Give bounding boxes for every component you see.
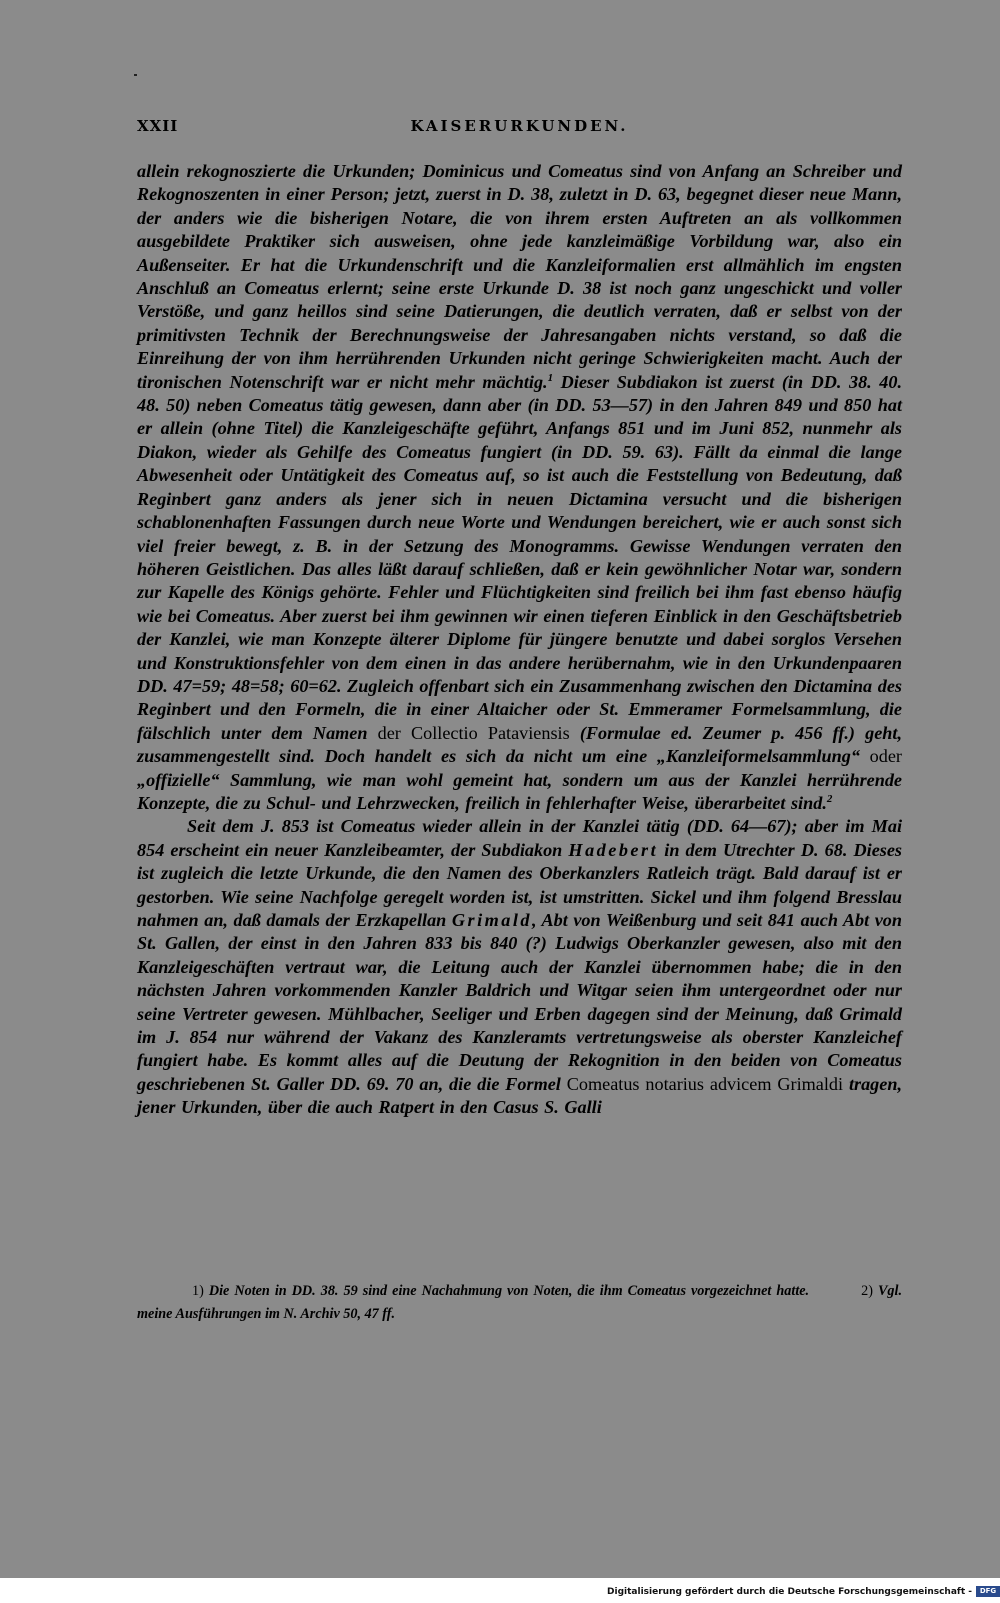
- paragraph-1: [137, 160, 902, 815]
- upright-run: der Collectio Pataviensis: [377, 722, 570, 743]
- text-run: in dem Utrechter D. 68. Dieses ist zugleich die letzte Urkunde, die den Namen des Oberkanzlers Ratleich trägt. Bald darauf ist er gestorben. Wie seine Nachfolge geregelt worden ist, ist umstritten. Sickel und ihm folgend Bresslau nahmen an, daß damals der Erzkapellan: [137, 839, 902, 930]
- page-content: [137, 112, 902, 1120]
- spaced-name: Hadebert: [568, 839, 659, 860]
- footnote-1: [137, 1280, 902, 1326]
- scan-speck: [134, 74, 137, 76]
- footnote-number: 1): [192, 1283, 204, 1299]
- text-run: , Abt von Weißenburg und seit 841 auch Abt von St. Gallen, der einst in den Jahren 833 bis 840 (?) Ludwigs Oberkanzler gewesen, also mit den Kanzleigeschäften vertraut war, die Leitung auch der Kanzlei übernommen habe; die in den nächsten Jahren vorkommenden Kanzler Baldrich und Witgar seien ihm untergeordnet oder nur seine Vertreter gewesen. Mühlbacher, Seeliger und Erben dagegen sind der Meinung, daß Grimald im J. 854 nur während der Vakanz des Kanzleramts vertretungsweise als oberster Kanzleichef fungiert habe. Es kommt alles auf die Deutung der Rekognition in den beiden von Comeatus geschriebenen St. Galler DD. 69. 70 an, die die Formel: [137, 910, 902, 1094]
- text-run: Dieser Subdiakon ist zuerst (in DD. 38. 40. 48. 50) neben Comeatus tätig gewesen, dann aber (in DD. 53—57) in den Jahren 849 und 850 hat er allein (ohne Titel) die Kanzleigeschäfte geführt, Anfangs 851 und im Juni 852, nunmehr als Diakon, wieder als Gehilfe des Comeatus fungiert (in DD. 59. 63). Fällt da einmal die lange Abwesenheit oder Untätigkeit des Comeatus auf, so ist auch die Feststellung von Bedeutung, daß Reginbert ganz anders als jener sich in neuen Dictamina versucht und die bisherigen schablonenhaften Fassungen durch neue Worte und Wendungen bereichert, wie er auch sonst sich viel freier bewegt, z. B. in der Setzung des Monogramms. Gewisse Wendungen verraten den höheren Geistlichen. Das alles läßt darauf schließen, daß er kein gewöhnlicher Notar war, sondern zur Kapelle des Königs gehörte. Fehler und Flüchtigkeiten sind freilich bei ihm fast ebenso häufig wie bei Comeatus. Aber zuerst bei ihm gewinnen wir einen tieferen Einblick in den Geschäftsbetrieb der Kanzlei, wie man Konzepte älterer Diplome für jüngere benutzte und dabei sorglos Versehen und Konstruktionsfehler von dem einen in das andere herübernahm, wie in den Urkundenpaaren DD. 47=59; 48=58; 60=62. Zugleich offenbart sich ein Zusammenhang zwischen den Dictamina des Reginbert und den Formeln, die in einer Altaicher oder St. Emmeramer Formelsammlung, die fälschlich unter dem Namen: [137, 371, 902, 743]
- footnote-ref-2: 2: [826, 792, 833, 805]
- digitization-credit: [607, 1586, 1000, 1597]
- footnote-ref-1: 1: [547, 371, 554, 384]
- text-run: (Formulae ed. Zeumer p. 456 ff.) geht, zusammengestellt sind. Doch handelt es sich da nicht um eine „Kanzleiformelsammlung“: [137, 722, 903, 767]
- upright-run: Comeatus notarius advicem Grimaldi: [566, 1073, 844, 1094]
- running-head: [137, 112, 902, 134]
- page-number: XXII: [137, 117, 179, 135]
- spaced-name: Grimald: [451, 910, 533, 930]
- text-run: „offizielle“ Sammlung, wie man wohl gemeint hat, sondern um aus der Kanzlei herrührende Konzepte, die zu Schul- und Lehrzwecken, freilich in fehlerhafter Weise, überarbeitet sind.: [137, 769, 902, 813]
- footnotes: [137, 1280, 902, 1326]
- dfg-logo: DFG: [976, 1586, 1000, 1597]
- credit-text: Digitalisierung gefördert durch die Deutsche Forschungsgemeinschaft -: [607, 1586, 972, 1597]
- footnote-number: 2): [861, 1283, 873, 1299]
- body-text: [137, 160, 902, 1120]
- text-run: Seit dem J. 853 ist Comeatus wieder allein in der Kanzlei tätig (DD. 64—67); aber im Mai 854 erscheint ein neuer Kanzleibeamter, der Subdiakon: [137, 816, 902, 860]
- text-run: allein rekognoszierte die Urkunden; Dominicus und Comeatus sind von Anfang an Schreiber und Rekognoszenten in einer Person; jetzt, zuerst in D. 38, zuletzt in D. 63, begegnet dieser neue Mann, der anders wie die bisherigen Notare, die von ihrem ersten Auftreten an als vollkommen ausgebildete Praktiker sich ausweisen, ohne jede kanzleimäßige Vorbildung war, also ein Außenseiter. Er hat die Urkundenschrift und die Kanzleiformalien erst allmählich im engsten Anschluß an Comeatus erlernt; seine erste Urkunde D. 38 ist noch ganz ungeschickt und voller Verstöße, und ganz heillos sind seine Datierungen, die deutlich verraten, daß er selbst von der primitivsten Technik der Berechnungsweise der Jahresangaben nichts verstand, so daß die Einreihung der von ihm herrührenden Urkunden nicht geringe Schwierigkeiten macht. Auch der tironischen Notenschrift war er nicht mehr mächtig.: [137, 161, 902, 392]
- footnote-text: Die Noten in DD. 38. 59 sind eine Nachahmung von Noten, die ihm Comeatus vorgezeichnet hatte.: [203, 1283, 810, 1299]
- footnote-text: Vgl. meine Ausführungen im N. Archiv 50, 47 ff.: [137, 1283, 903, 1322]
- text-run: tragen, jener Urkunden, über die auch Ratpert in den Casus S. Galli: [137, 1073, 902, 1118]
- paragraph-2: [137, 815, 902, 1119]
- running-title: KAISERURKUNDEN.: [410, 117, 629, 135]
- upright-run: oder: [869, 746, 902, 767]
